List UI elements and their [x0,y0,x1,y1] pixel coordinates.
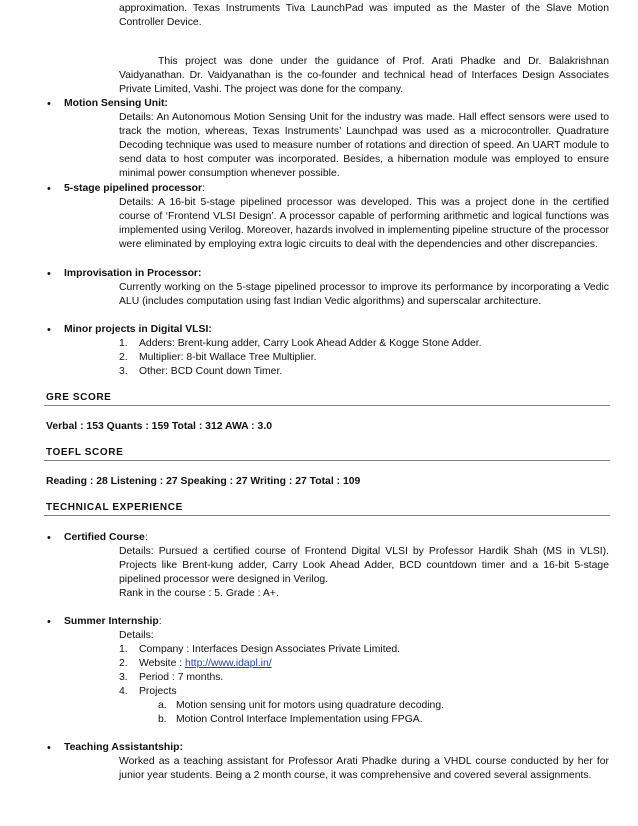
list-item: Other: BCD Count down Timer. [139,366,283,377]
certified-colon: : [144,532,148,543]
list-number: 2. [119,658,128,669]
pipeline-details: Details: A 16-bit 5-stage pipelined processor was developed. This was a project done in the certified course of ‘Frontend VLSI Design’. A processor capable of performing arithmetic and logical functions was implemented using Verilog. Moreover, hazards involved in implementing pipeline structure of the processor were eliminated by employing extra logic circuits to deal with the dependencies and other discrepancies. [119,197,609,250]
internship-title-row [64,615,162,629]
sublist-item: Motion Control Interface Implementation using FPGA. [176,714,423,725]
motion-sensing-title: Motion Sensing Unit: [64,98,168,109]
section-divider [44,405,610,406]
improvisation-title: Improvisation in Processor: [64,268,202,279]
minor-projects-title: Minor projects in Digital VLSI: [64,324,212,335]
certified-details: Details: Pursued a certified course of Frontend Digital VLSI by Professor Hardik Shah (MS in VLSI). Projects like Brent-kung adder, Carry Look Ahead Adder, BCD countdown timer and a 16-bit 5-stage pipelined processor were designed in Verilog. [119,546,609,585]
list-item: Company : Interfaces Design Associates Private Limited. [139,644,401,655]
sublist-letter: b. [158,714,167,725]
list-number: 1. [119,338,128,349]
toefl-scores: Reading : 28 Listening : 27 Speaking : 27 Writing : 27 Total : 109 [46,476,361,487]
list-number: 4. [119,686,128,697]
improvisation-details: Currently working on the 5-stage pipelined processor to improve its performance by incorporating a Vedic ALU (includes computation using fast Indian Vedic algorithms) and superscalar architecture. [119,282,609,307]
certified-title: Certified Course [64,532,145,543]
gre-heading: GRE SCORE [46,392,112,403]
list-item: Projects [139,686,177,697]
teaching-title: Teaching Assistantship: [64,742,183,753]
technical-experience-heading: TECHNICAL EXPERIENCE [46,502,183,513]
sublist-item: Motion sensing unit for motors using quadrature decoding. [176,700,445,711]
certified-rank: Rank in the course : 5. Grade : A+. [119,588,279,599]
sublist-letter: a. [158,700,167,711]
list-item: Adders: Brent-kung adder, Carry Look Ahead Adder & Kogge Stone Adder. [139,338,482,349]
list-number: 2. [119,352,128,363]
section-divider [44,460,610,461]
internship-title: Summer Internship [64,616,159,627]
internship-colon: : [158,616,162,627]
pipeline-title: 5-stage pipelined processor [64,183,203,194]
list-item: Multiplier: 8-bit Wallace Tree Multiplier. [139,352,317,363]
list-number: 3. [119,672,128,683]
toefl-heading: TOEFL SCORE [46,447,124,458]
teaching-details: Worked as a teaching assistant for Professor Arati Phadke during a VHDL course conducted by her for junior year students. Being a 2 month course, it was comprehensive and covered several assignments. [119,756,609,781]
list-item: Period : 7 months. [139,672,224,683]
list-item [139,657,272,671]
certified-title-row [64,531,148,545]
website-link[interactable]: http://www.idapl.in/ [185,658,272,669]
bullet-icon: • [47,742,51,754]
pipeline-title-row [64,182,205,196]
bullet-icon: • [47,616,51,628]
bullet-icon: • [47,532,51,544]
bullet-icon: • [47,98,51,110]
gre-scores: Verbal : 153 Quants : 159 Total : 312 AWA : 3.0 [46,421,272,432]
internship-details-label: Details: [119,630,154,641]
section-divider [44,515,610,516]
motion-sensing-details: Details: An Autonomous Motion Sensing Unit for the industry was made. Hall effect sensors were used to track the motion, whereas, Texas Instruments’ Launchpad was used as a microcontroller. Quadrature Decoding technique was used to measure number of rotations and direction of speed. An UART module to send data to host computer was incorporated. Besides, a hibernation module was employed to ensure minimal power consumption whenever possible. [119,112,609,179]
website-label: Website : [139,658,186,669]
pipeline-colon: : [202,183,205,194]
intro-paragraph: approximation. Texas Instruments Tiva LaunchPad was imputed as the Master of the Slave Motion Controller Device. [119,3,609,28]
bullet-icon: • [47,324,51,336]
bullet-icon: • [47,183,51,195]
guidance-paragraph: This project was done under the guidance of Prof. Arati Phadke and Dr. Balakrishnan Vaidyanathan. Dr. Vaidyanathan is the co-founder and technical head of Interfaces Design Associates Private Limited, Vashi. The project was done for the company. [119,56,609,95]
list-number: 1. [119,644,128,655]
bullet-icon: • [47,268,51,280]
list-number: 3. [119,366,128,377]
